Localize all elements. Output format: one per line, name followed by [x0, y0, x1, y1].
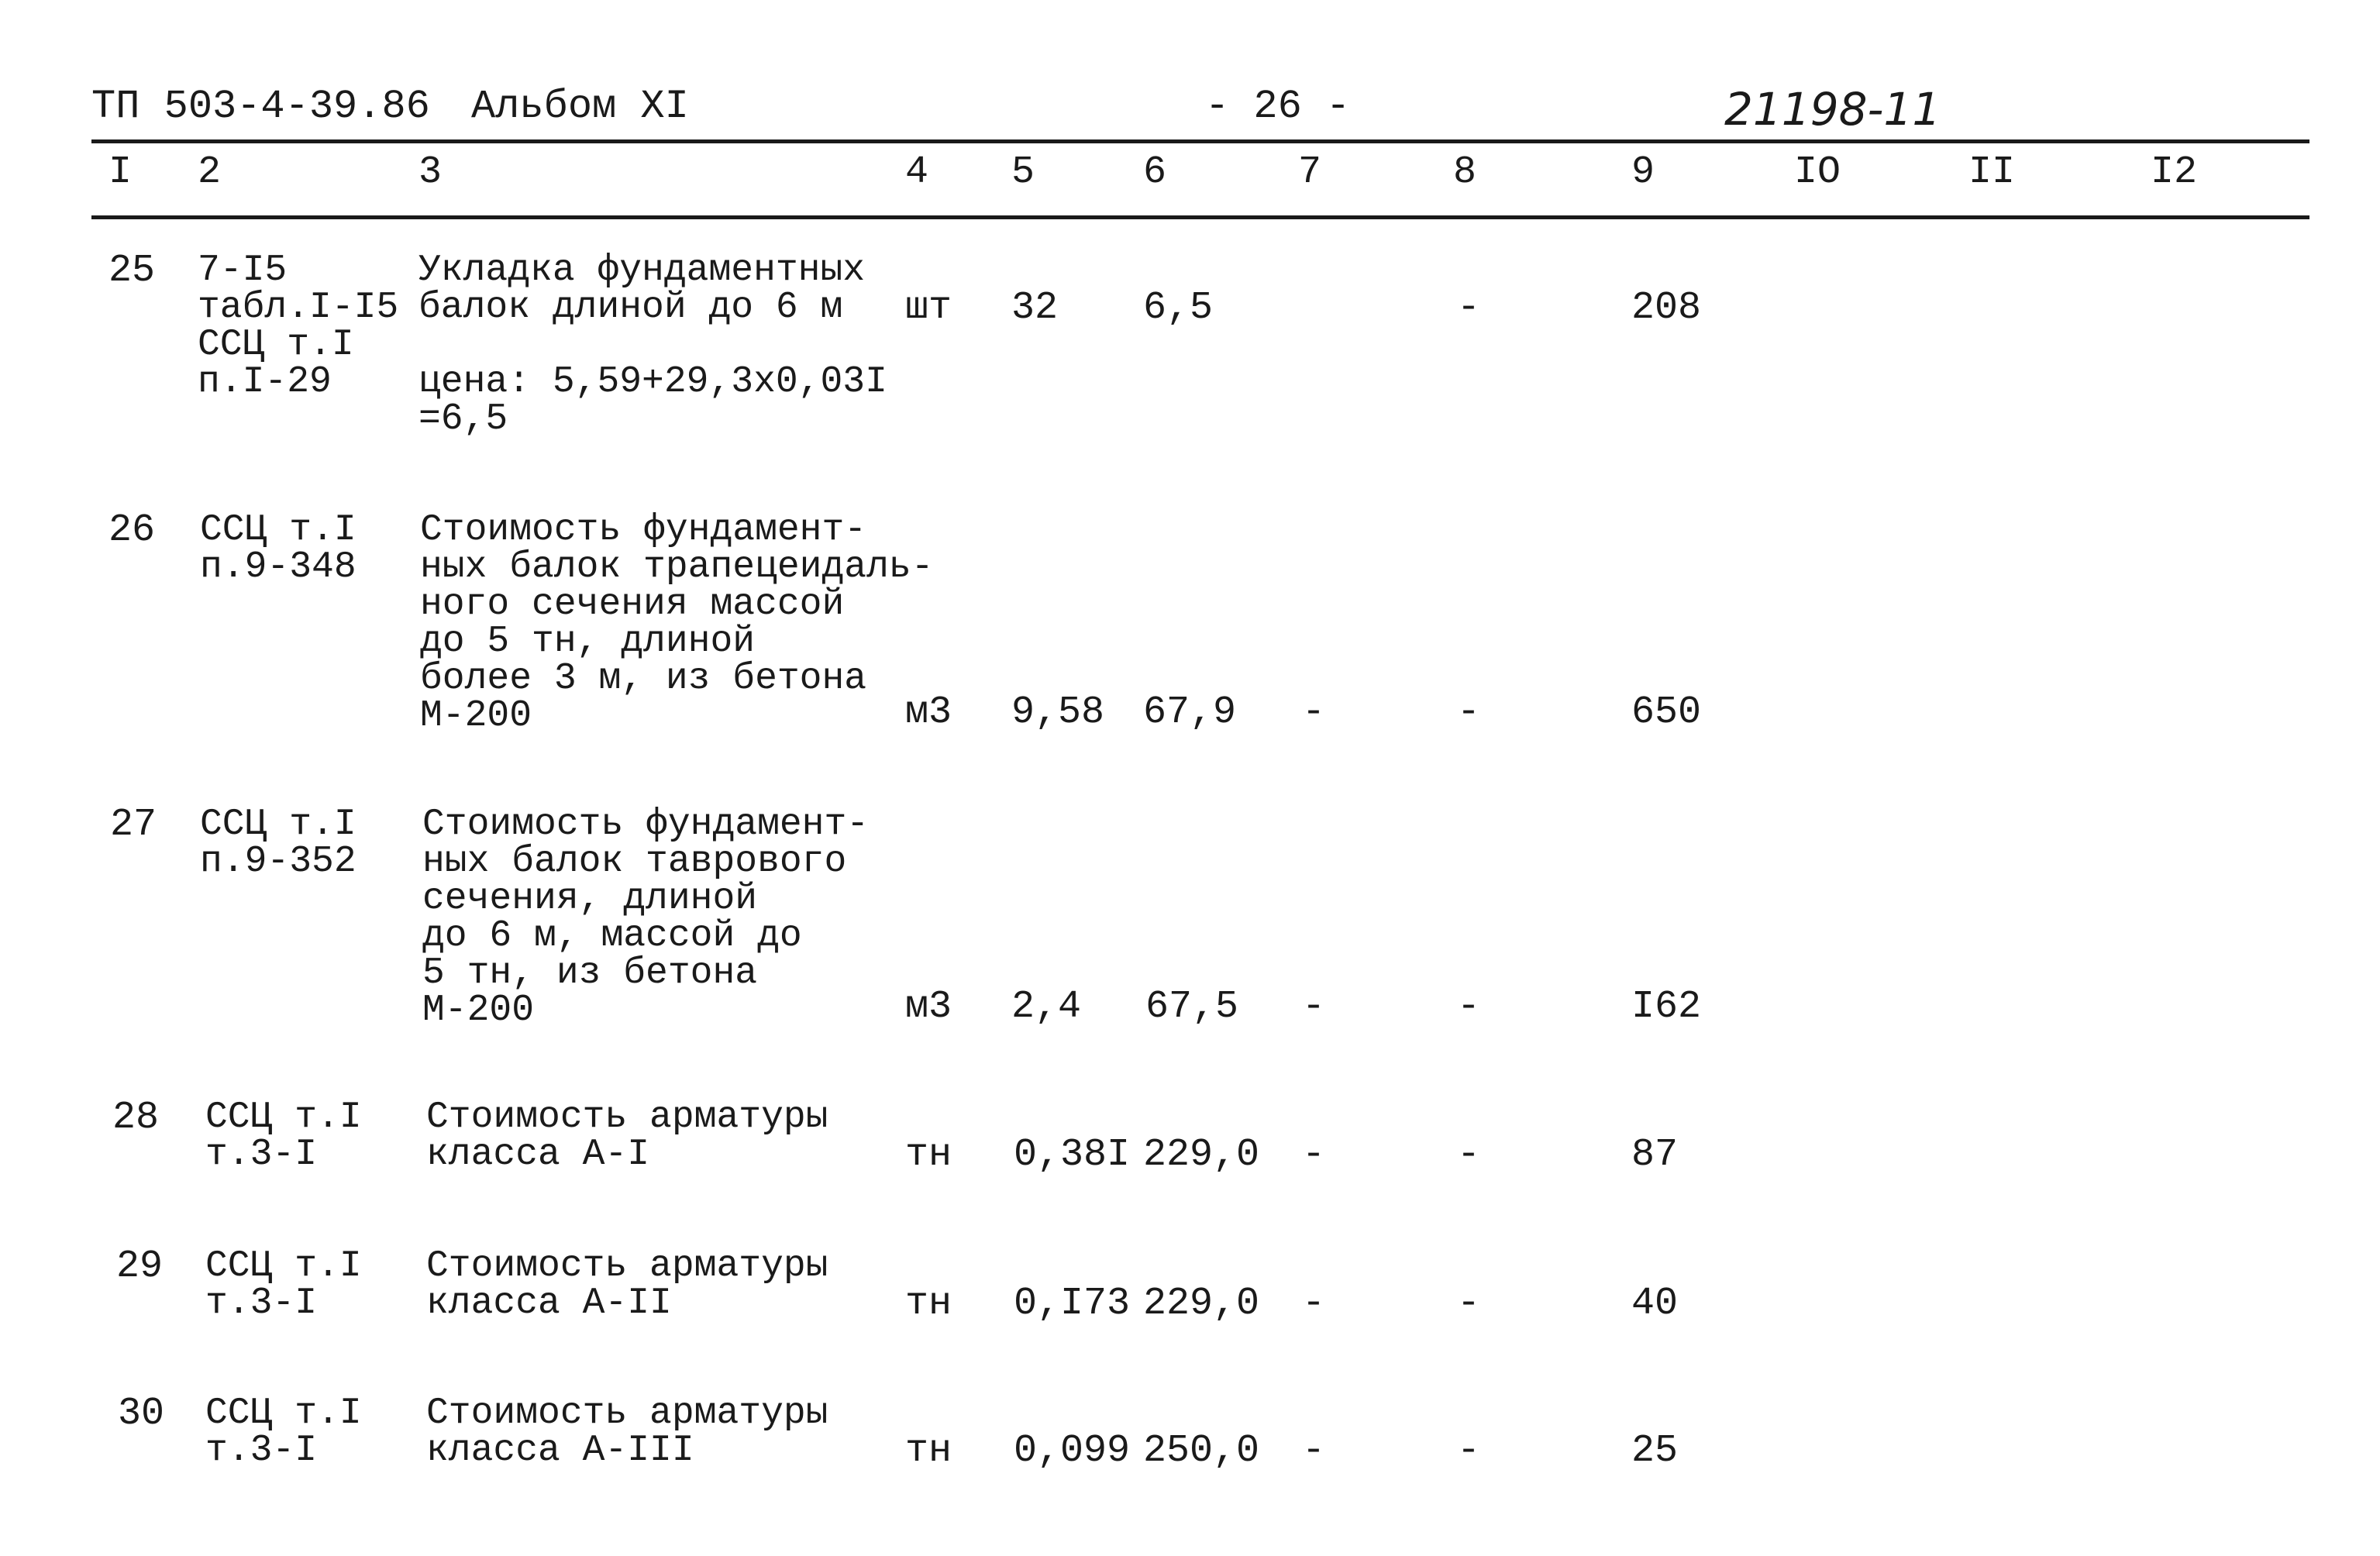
column-header-11: II	[1968, 150, 2016, 194]
row-price: 250,0	[1143, 1429, 1260, 1473]
row-col8: -	[1457, 690, 1481, 735]
column-header-10: IO	[1794, 150, 1841, 194]
column-header-4: 4	[905, 150, 929, 194]
row-description: Укладка фундаментных балок длиной до 6 м цена: 5,59+29,3х0,03I =6,5	[418, 250, 887, 440]
row-unit: шт	[905, 286, 952, 330]
row-unit: тн	[905, 1133, 952, 1177]
row-code: ССЦ т.I т.3-I	[205, 1392, 362, 1472]
row-col8: -	[1457, 1133, 1481, 1177]
row-code: ССЦ т.I т.3-I	[205, 1096, 362, 1176]
row-unit: тн	[905, 1282, 952, 1326]
header-rule	[91, 215, 2309, 219]
row-description: Стоимость арматуры класса А-II	[426, 1245, 828, 1324]
row-description: Стоимость фундамент- ных балок трапецеидаль- ного сечения массой до 5 тн, длиной более 3 м, из бетона М-200	[420, 509, 934, 737]
row-code: 7-I5 табл.I-I5 ССЦ т.I п.I-29	[198, 250, 399, 403]
row-col7: -	[1302, 1133, 1326, 1177]
row-price: 6,5	[1143, 286, 1214, 330]
row-total: I62	[1631, 985, 1702, 1029]
column-header-1: I	[108, 150, 133, 194]
column-header-12: I2	[2151, 150, 2198, 194]
column-header-7: 7	[1298, 150, 1322, 194]
column-header-9: 9	[1631, 150, 1655, 194]
row-quantity: 0,38I	[1014, 1133, 1131, 1177]
row-quantity: 9,58	[1011, 690, 1105, 735]
row-total: 40	[1631, 1282, 1679, 1326]
row-col7: -	[1302, 985, 1326, 1029]
page-number: - 26 -	[1205, 84, 1351, 129]
row-quantity: 2,4	[1011, 985, 1082, 1029]
row-price: 67,9	[1143, 690, 1237, 735]
row-total: 25	[1631, 1429, 1679, 1473]
album-label: Альбом XI	[471, 84, 689, 129]
column-header-2: 2	[198, 150, 222, 194]
row-quantity: 0,099	[1014, 1429, 1131, 1473]
row-code: ССЦ т.I п.9-348	[200, 509, 356, 588]
column-header-8: 8	[1453, 150, 1477, 194]
row-col7: -	[1302, 1429, 1326, 1473]
row-description: Стоимость арматуры класса А-I	[426, 1096, 828, 1176]
row-price: 67,5	[1145, 985, 1239, 1029]
column-header-6: 6	[1143, 150, 1167, 194]
row-unit: м3	[905, 690, 952, 735]
row-price: 229,0	[1143, 1133, 1260, 1177]
row-quantity: 0,I73	[1014, 1282, 1131, 1326]
row-number: 28	[112, 1096, 160, 1140]
row-col8: -	[1457, 1429, 1481, 1473]
row-description: Стоимость арматуры класса А-III	[426, 1392, 828, 1472]
column-header-3: 3	[418, 150, 443, 194]
row-number: 29	[116, 1244, 164, 1289]
row-number: 30	[118, 1392, 165, 1436]
reference-number: 21198-11	[1724, 83, 1941, 136]
doc-code: ТП 503-4-39.86	[91, 84, 430, 129]
row-unit: тн	[905, 1429, 952, 1473]
row-number: 26	[108, 508, 156, 553]
row-total: 208	[1631, 286, 1702, 330]
row-code: ССЦ т.I т.3-I	[205, 1245, 362, 1324]
row-code: ССЦ т.I п.9-352	[200, 804, 356, 883]
row-price: 229,0	[1143, 1282, 1260, 1326]
top-rule	[91, 139, 2309, 143]
row-unit: м3	[905, 985, 952, 1029]
column-header-5: 5	[1011, 150, 1035, 194]
row-col8: -	[1457, 286, 1481, 330]
row-total: 87	[1631, 1133, 1679, 1177]
row-number: 25	[108, 249, 156, 293]
row-quantity: 32	[1011, 286, 1059, 330]
row-col7: -	[1302, 1282, 1326, 1326]
row-col8: -	[1457, 985, 1481, 1029]
row-col7: -	[1302, 690, 1326, 735]
row-col8: -	[1457, 1282, 1481, 1326]
row-total: 650	[1631, 690, 1702, 735]
row-number: 27	[110, 803, 157, 847]
row-description: Стоимость фундамент- ных балок таврового сечения, длиной до 6 м, массой до 5 тн, из бетона М-200	[422, 804, 870, 1031]
